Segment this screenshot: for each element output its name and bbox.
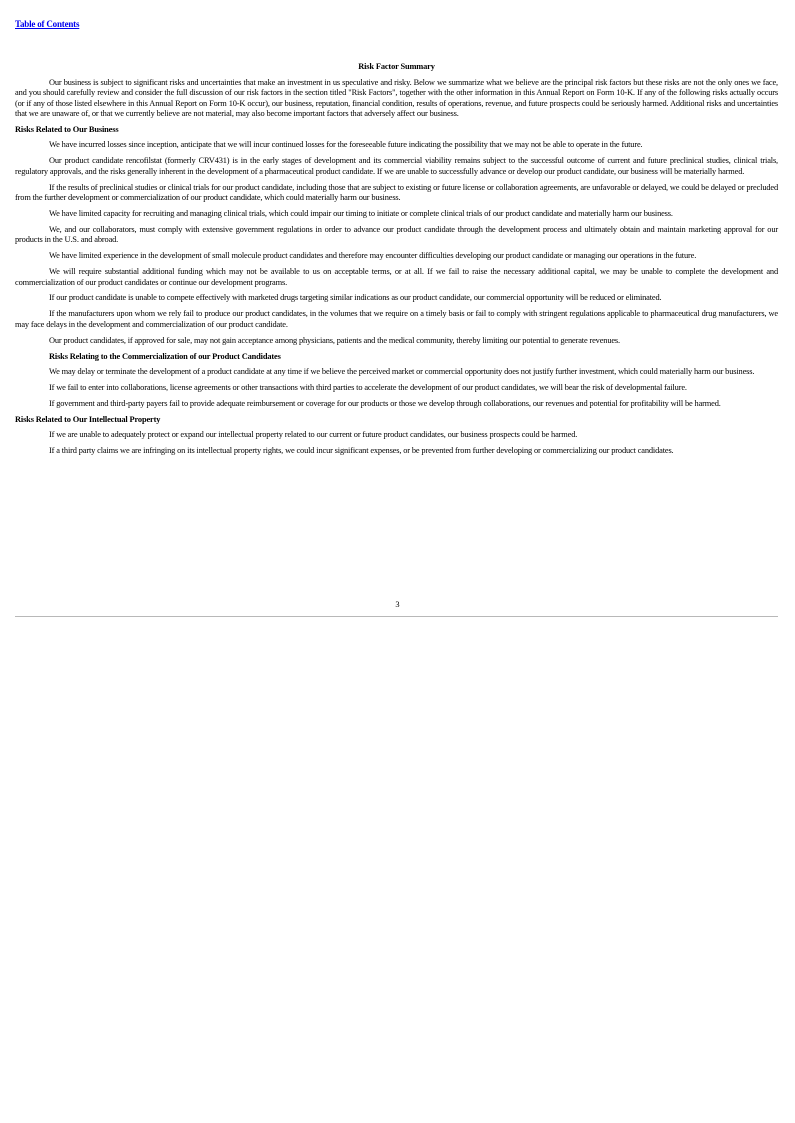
risk-item: If the results of preclinical studies or clinical trials for our product candidate, including those that are subject to existing or future license or collaboration agreements, are unfavorable or delayed, we could be delayed or precluded from the further development or commercialization of our product candidate, which could materially harm our business. (15, 182, 778, 203)
heading-commercialization-risks: Risks Relating to the Commercialization of our Product Candidates (49, 351, 281, 361)
risk-item: If our product candidate is unable to compete effectively with marketed drugs targeting similar indications as our product candidate, our commercial opportunity will be reduced or eliminated. (49, 293, 662, 303)
risk-item: We have limited experience in the development of small molecule product candidates and therefore may encounter difficulties developing our product candidate or managing our operations in the future. (49, 251, 697, 261)
risk-item: We have limited capacity for recruiting and managing clinical trials, which could impair our timing to initiate or complete clinical trials of our product candidate and materially harm our business. (49, 208, 673, 218)
risk-item: If the manufacturers upon whom we rely fail to produce our product candidates, in the volumes that we require on a timely basis or fail to comply with stringent regulations applicable to pharmaceutical drug manufacturers, we may face delays in the development and commercialization of our product candidate. (15, 309, 778, 329)
heading-ip-risks: Risks Related to Our Intellectual Property (15, 414, 161, 424)
risk-item: If a third party claims we are infringing on its intellectual property rights, we could incur significant expenses, or be prevented from further developing or commercializing our product candidates. (49, 445, 674, 455)
page-number: 3 (395, 600, 400, 609)
risk-item: We, and our collaborators, must comply with extensive government regulations in order to advance our product candidate through the development process and ultimately obtain and maintain marketing approval for our products in the U.S. and abroad. (15, 224, 778, 245)
page-divider (15, 616, 778, 617)
risk-item: If we fail to enter into collaborations, license agreements or other transactions with third parties to accelerate the development of our product candidates, we will bear the risk of developmental failure. (49, 382, 687, 392)
risk-item: Our product candidate rencofilstat (formerly CRV431) is in the early stages of development and its commercial viability remains subject to the successful outcome of current and future preclinical studies, clinical trials, regulatory approvals, and the risks generally inherent in the development of a pharmaceutical product candidate. If we are unable to successfully advance or develop our product candidate, our business will be materially harmed. (15, 156, 778, 176)
risk-factor-summary (15, 62, 778, 462)
risk-item: If we are unable to adequately protect or expand our intellectual property related to our current or future product candidates, our business prospects could be harmed. (49, 430, 578, 440)
table-of-contents-link[interactable]: Table of Contents (15, 19, 80, 29)
risk-item: We will require substantial additional funding which may not be available to us on acceptable terms, or at all. If we fail to raise the necessary additional capital, we may be unable to complete the development and commercialization of our product candidates or continue our development programs. (15, 267, 778, 287)
risk-item: Our product candidates, if approved for sale, may not gain acceptance among physicians, patients and the medical community, thereby limiting our potential to generate revenues. (49, 335, 620, 345)
intro-paragraph: Our business is subject to significant risks and uncertainties that make an investment in us speculative and risky. Below we summarize what we believe are the principal risk factors but these risks are not the only ones we face, and you should carefully review and consider the full discussion of our risk factors in the section titled "Risk Factors", together with the other information in this Annual Report on Form 10-K. If any of the following risks actually occurs (or if any of those listed elsewhere in this Annual Report on Form 10-K occur), our business, reputation, financial condition, results of operations, revenue, and future prospects could be seriously harmed. Additional risks and uncertainties that we are unaware of, or that we currently believe are not material, may also become important factors that adversely affect our business. (15, 77, 778, 119)
section-title: Risk Factor Summary (358, 62, 435, 71)
heading-business-risks: Risks Related to Our Business (15, 125, 119, 135)
risk-item: We may delay or terminate the development of a product candidate at any time if we believe the perceived market or commercial opportunity does not justify further investment, which could materially harm our business. (49, 366, 755, 376)
risk-item: If government and third-party payers fail to provide adequate reimbursement or coverage for our products or those we develop through collaborations, our revenues and potential for profitability will be harmed. (49, 398, 721, 408)
risk-item: We have incurred losses since inception, anticipate that we will incur continued losses for the foreseeable future indicating the possibility that we may not be able to operate in the future. (49, 140, 643, 150)
